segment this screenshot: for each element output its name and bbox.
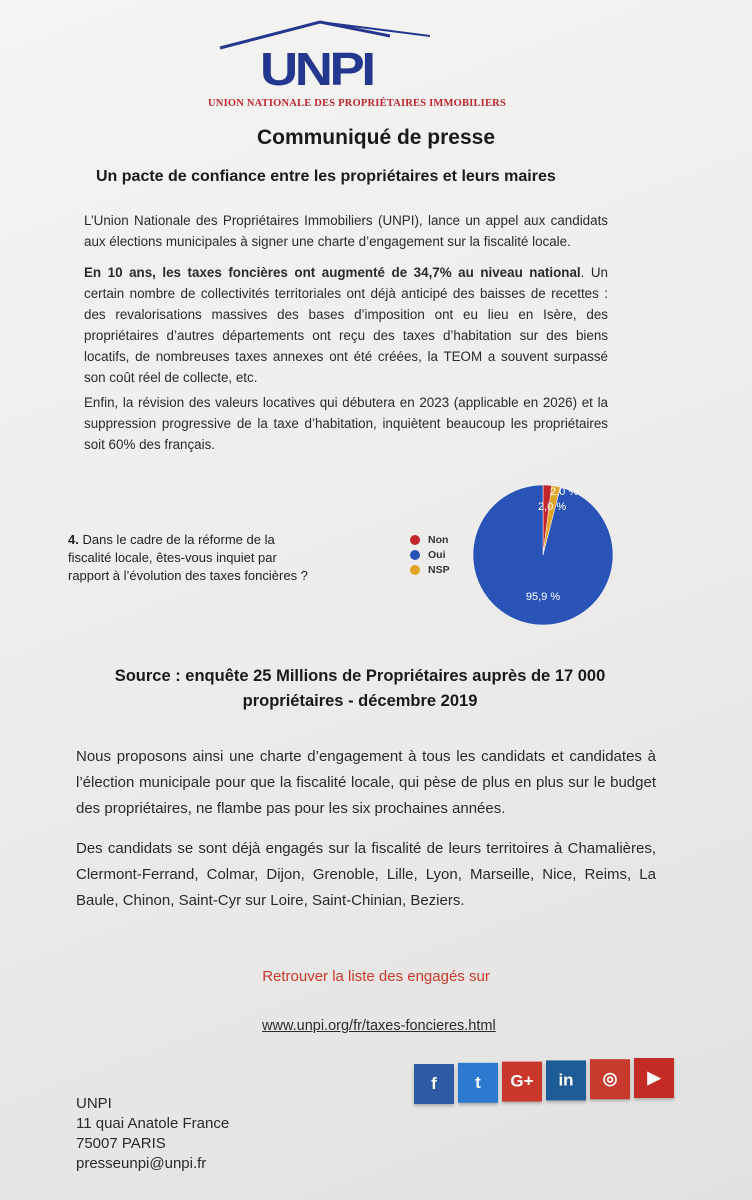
linkedin-icon[interactable]: in [546, 1060, 586, 1100]
instagram-icon[interactable]: ◎ [590, 1059, 630, 1099]
paragraph-intro: L’Union Nationale des Propriétaires Immobiliers (UNPI), lance un appel aux candidats aux élections municipales à signer une charte d’engagement sur la fiscalité locale. [84, 213, 608, 249]
survey-question [68, 531, 318, 585]
page-subtitle: Un pacte de confiance entre les propriétaires et leurs maires [96, 168, 556, 185]
legend-swatch-non [410, 535, 420, 545]
logo-wordmark: UNPI [260, 43, 373, 95]
survey-question-text: Dans le cadre de la réforme de la fiscalité locale, êtes-vous inquiet par rapport à l’évolution des taxes foncières ? [68, 532, 308, 583]
facebook-icon[interactable]: f [414, 1064, 454, 1104]
survey-number: 4. [68, 532, 79, 547]
paragraph-charter: Nous proposons ainsi une charte d’engagement à tous les candidats et candidates à l’élection municipale pour que la fiscalité locale, qui pèse de plus en plus sur le budget des propriétaires, ne flambe pas pour les six prochaines années. [76, 748, 656, 817]
address-org: UNPI [76, 1095, 112, 1112]
legend-label-oui: Oui [428, 548, 446, 561]
address-email: presseunpi@unpi.fr [76, 1155, 207, 1172]
pie-label-oui: 95,9 % [525, 591, 561, 603]
legend-item-nsp [410, 562, 450, 577]
unpi-logo [200, 14, 506, 109]
contact-address [76, 1094, 229, 1174]
paragraph-revision: Enfin, la révision des valeurs locatives qui débutera en 2023 (applicable en 2026) et la suppression progressive de la taxe d’habitation, inquiètent beaucoup les propriétaires soit 60% des français. [84, 395, 608, 452]
address-street: 11 quai Anatole France [76, 1115, 230, 1132]
taxes-foncieres-link[interactable]: www.unpi.org/fr/taxes-foncieres.html [262, 1018, 496, 1034]
survey-source: Source : enquête 25 Millions de Propriétaires auprès de 17 000 propriétaires - décembre 2019 [114, 667, 606, 710]
social-icons [414, 1064, 678, 1104]
twitter-icon[interactable]: t [458, 1063, 498, 1103]
legend-item-non [410, 532, 450, 547]
legend-swatch-nsp [410, 565, 420, 575]
paragraph-taxes-highlight: En 10 ans, les taxes foncières ont augmenté de 34,7% au niveau national [84, 265, 581, 280]
legend-label-nsp: NSP [428, 563, 450, 576]
logo-subtitle: UNION NATIONALE DES PROPRIÉTAIRES IMMOBILIERS [208, 98, 506, 109]
legend-item-oui [410, 547, 450, 562]
paragraph-taxes [84, 262, 608, 388]
paragraph-taxes-body: . Un certain nombre de collectivités territoriales ont déjà anticipé des baisses de recettes : des revalorisations massives des bases d’imposition ont eu lieu en Isère, des propriétaires d’autres départements ont reçu des taxes d’habitation sur des biens locatifs, de nombreuses taxes annexes ont été créées, la TEOM a souvent surpassé son coût réel de collecte, etc. [84, 265, 608, 385]
pie-chart [468, 480, 618, 630]
google-plus-icon[interactable]: G+ [502, 1062, 542, 1102]
youtube-icon[interactable]: ▶ [634, 1058, 674, 1098]
engaged-list-text: Retrouver la liste des engagés sur [262, 968, 490, 985]
address-city: 75007 PARIS [76, 1135, 166, 1152]
page-title: Communiqué de presse [256, 126, 496, 149]
pie-label-non: 2,0 % [550, 486, 579, 498]
legend-label-non: Non [428, 533, 449, 546]
chart-legend [410, 532, 450, 577]
pie-label-nsp: 2,0 % [538, 501, 567, 513]
paragraph-candidates: Des candidats se sont déjà engagés sur la fiscalité de leurs territoires à Chamalières, Clermont-Ferrand, Colmar, Dijon, Grenoble, Lille, Lyon, Marseille, Nice, Reims, La Baule, Chinon, Saint-Cyr sur Loire, Saint-Chinian, Beziers. [76, 840, 656, 909]
legend-swatch-oui [410, 550, 420, 560]
